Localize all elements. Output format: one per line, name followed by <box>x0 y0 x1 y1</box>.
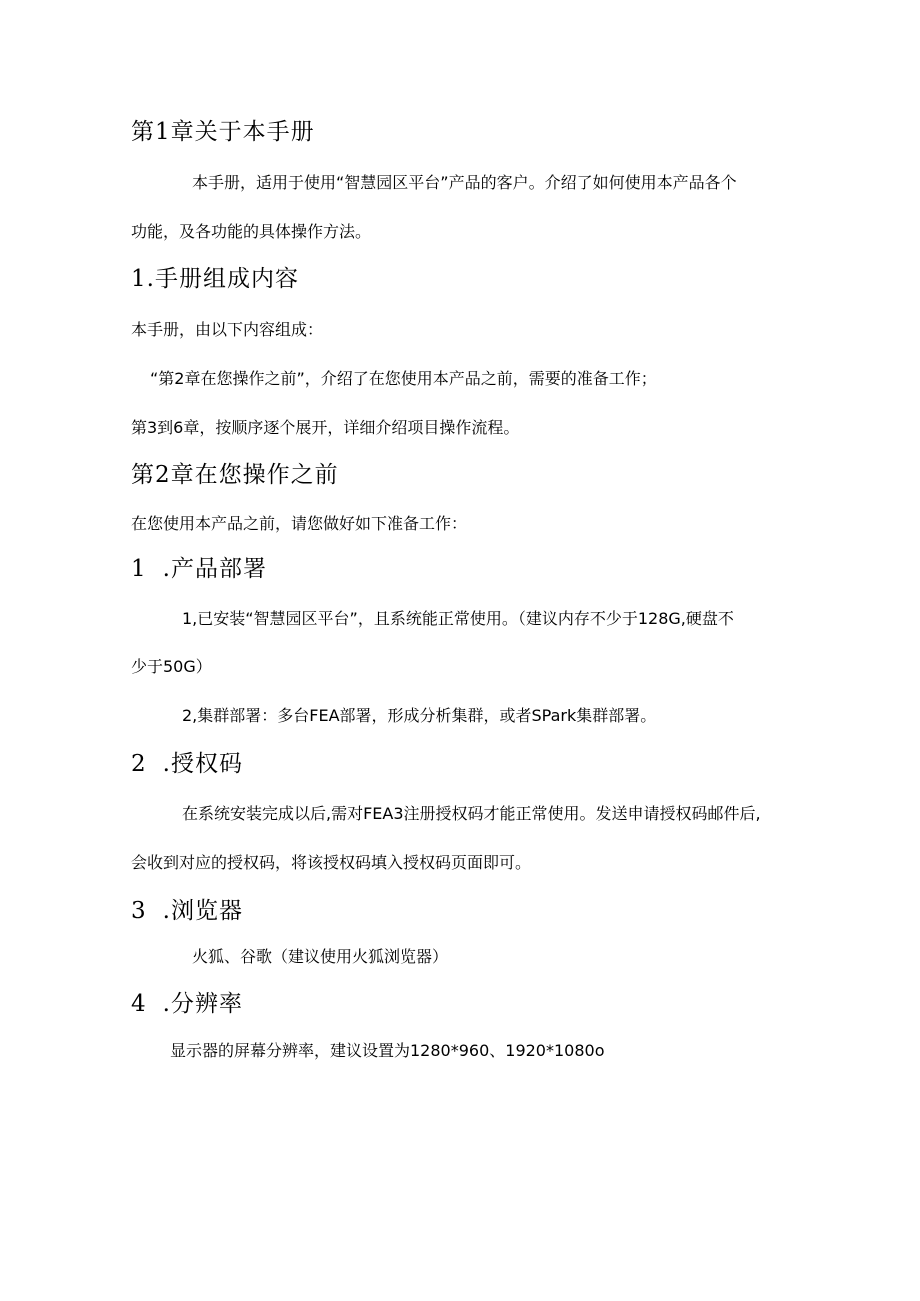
section-resolution-line1: 显示器的屏幕分辨率，建议设置为1280*960、1920*1080o <box>170 1041 605 1060</box>
section-deployment-line3: 2,集群部署：多台FEA部署，形成分析集群，或者SPark集群部署。 <box>182 706 657 725</box>
section-manual-contents-title: 1.手册组成内容 <box>131 266 299 292</box>
section-license-line2: 会收到对应的授权码，将该授权码填入授权码页面即可。 <box>131 853 532 872</box>
chapter1-intro-line2: 功能，及各功能的具体操作方法。 <box>131 222 372 241</box>
section-license-title <box>131 750 243 778</box>
section-number: 2 <box>131 751 147 777</box>
chapter2-intro: 在您使用本产品之前，请您做好如下准备工作： <box>131 514 468 533</box>
section-manual-contents-p2: “第2章在您操作之前”，介绍了在您使用本产品之前，需要的准备工作； <box>150 369 657 388</box>
section-number: 1 <box>131 556 147 582</box>
section-title-text: .授权码 <box>162 751 243 777</box>
section-title-text: .产品部署 <box>162 556 267 582</box>
section-deployment-line1: 1,已安装“智慧园区平台”，且系统能正常使用。（建议内存不少于128G,硬盘不 <box>182 609 734 628</box>
section-number: 4 <box>131 991 147 1017</box>
section-license-line1: 在系统安装完成以后,需对FEA3注册授权码才能正常使用。发送申请授权码邮件后, <box>182 804 761 823</box>
chapter2-title: 第2章在您操作之前 <box>131 462 339 488</box>
section-browser-line1: 火狐、谷歌（建议使用火狐浏览器） <box>192 947 449 966</box>
chapter1-intro-line1: 本手册，适用于使用“智慧园区平台”产品的客户。介绍了如何使用本产品各个 <box>192 173 737 192</box>
section-manual-contents-p3: 第3到6章，按顺序逐个展开，详细介绍项目操作流程。 <box>131 418 520 437</box>
section-browser-title <box>131 897 243 925</box>
section-title-text: .浏览器 <box>162 898 243 924</box>
section-manual-contents-p1: 本手册，由以下内容组成： <box>131 320 324 339</box>
section-resolution-title <box>131 990 243 1018</box>
section-deployment-line2: 少于50G） <box>131 657 212 676</box>
chapter1-title: 第1章关于本手册 <box>131 119 315 145</box>
section-title-text: .分辨率 <box>162 991 243 1017</box>
section-deployment-title <box>131 555 267 583</box>
section-number: 3 <box>131 898 147 924</box>
